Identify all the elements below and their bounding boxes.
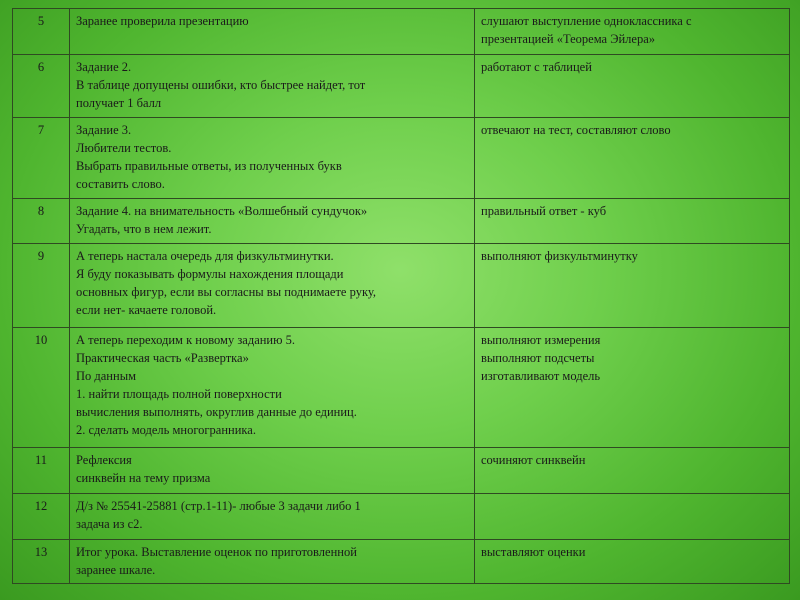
student-activity-cell: отвечают на тест, составляют слово [475, 118, 790, 199]
table-row [13, 328, 790, 448]
row-number: 5 [13, 9, 70, 55]
teacher-activity-cell: Итог урока. Выставление оценок по приготовленной заранее шкале. [70, 540, 475, 584]
table-row [13, 244, 790, 328]
table-row [13, 9, 790, 55]
row-number: 10 [13, 328, 70, 448]
student-activity-cell: работают с таблицей [475, 55, 790, 118]
table-row [13, 55, 790, 118]
teacher-activity-cell: А теперь переходим к новому заданию 5. Практическая часть «Развертка» По данным 1. найти площадь полной поверхности вычисления выполнять, округлив данные до единиц. 2. сделать модель многогранника. [70, 328, 475, 448]
teacher-activity-cell: А теперь настала очередь для физкультминутки. Я буду показывать формулы нахождения площади основных фигур, если вы согласны вы поднимаете руку, если нет- качаете головой. [70, 244, 475, 328]
teacher-activity-cell: Заранее проверила презентацию [70, 9, 475, 55]
table-row [13, 540, 790, 584]
row-number: 12 [13, 494, 70, 540]
row-number: 9 [13, 244, 70, 328]
teacher-activity-cell: Задание 4. на внимательность «Волшебный сундучок» Угадать, что в нем лежит. [70, 199, 475, 244]
teacher-activity-cell: Рефлексия синквейн на тему призма [70, 448, 475, 494]
row-number: 13 [13, 540, 70, 584]
student-activity-cell [475, 494, 790, 540]
student-activity-cell: сочиняют синквейн [475, 448, 790, 494]
row-number: 11 [13, 448, 70, 494]
student-activity-cell: слушают выступление одноклассника с презентацией «Теорема Эйлера» [475, 9, 790, 55]
row-number: 6 [13, 55, 70, 118]
teacher-activity-cell: Задание 2. В таблице допущены ошибки, кто быстрее найдет, тот получает 1 балл [70, 55, 475, 118]
student-activity-cell: правильный ответ - куб [475, 199, 790, 244]
row-number: 7 [13, 118, 70, 199]
table-row [13, 118, 790, 199]
student-activity-cell: выполняют измерения выполняют подсчеты изготавливают модель [475, 328, 790, 448]
student-activity-cell: выполняют физкультминутку [475, 244, 790, 328]
student-activity-cell: выставляют оценки [475, 540, 790, 584]
row-number: 8 [13, 199, 70, 244]
table-row [13, 448, 790, 494]
lesson-plan-table [12, 8, 790, 584]
teacher-activity-cell: Д/з № 25541-25881 (стр.1-11)- любые 3 задачи либо 1 задача из с2. [70, 494, 475, 540]
table-row [13, 199, 790, 244]
table-row [13, 494, 790, 540]
teacher-activity-cell: Задание 3. Любители тестов. Выбрать правильные ответы, из полученных букв составить слово. [70, 118, 475, 199]
